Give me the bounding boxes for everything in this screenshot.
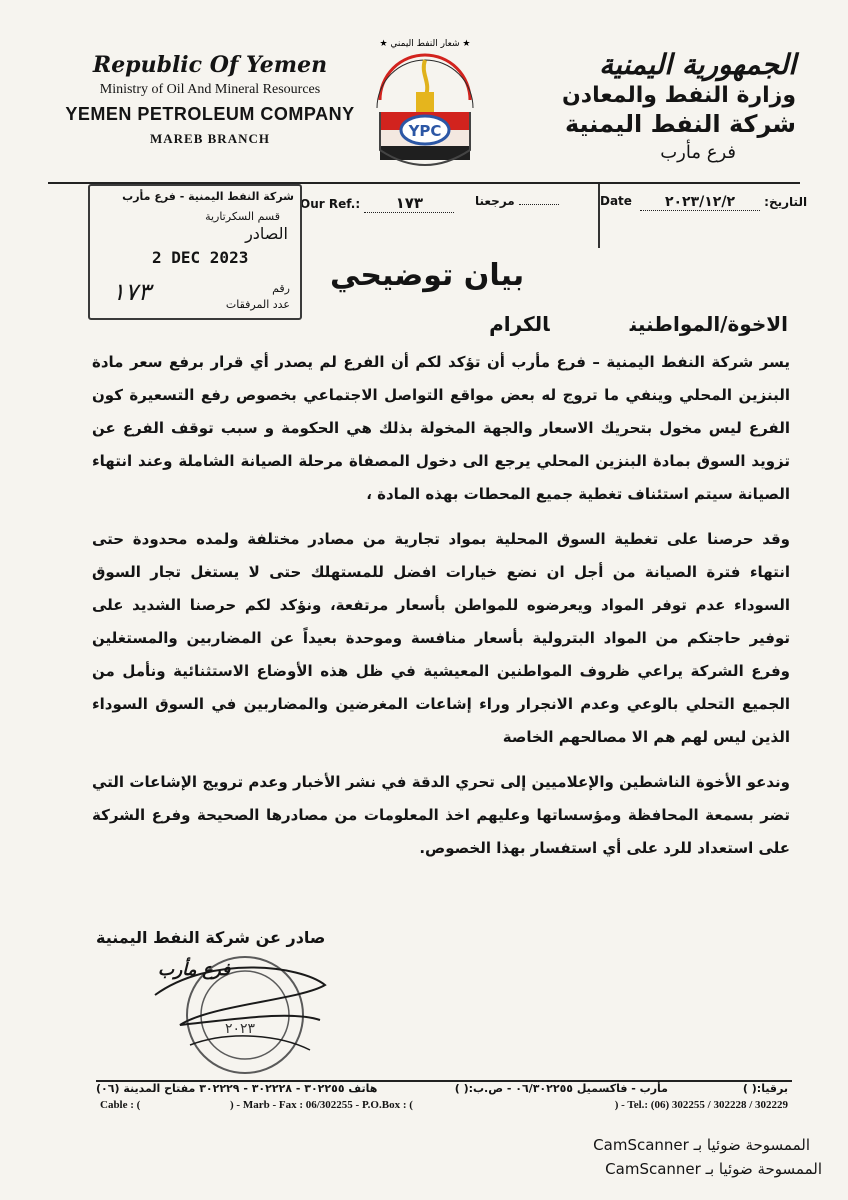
- country-name-ar: الجمهورية اليمنية: [599, 48, 796, 81]
- stamp-company: شركة النفط اليمنية - فرع مأرب: [122, 190, 294, 203]
- our-ref-label: Our Ref.: ١٧٣: [300, 194, 454, 213]
- stamp-department: قسم السكرتارية: [205, 210, 280, 223]
- ministry-name-ar: وزارة النفط والمعادن: [562, 83, 796, 108]
- issuer-branch: فرع مأرب: [158, 960, 231, 980]
- reference-label: مرجعنا: [475, 194, 559, 208]
- stamp-date: 2 DEC 2023: [152, 248, 249, 267]
- svg-text:٢٠٢٣: ٢٠٢٣: [225, 1021, 256, 1037]
- footer-phone-ar: هاتف ٣٠٢٢٥٥ - ٣٠٢٢٢٨ - ٣٠٢٢٢٩ مفتاح المدينة (٠٦): [96, 1082, 378, 1095]
- company-name-en: YEMEN PETROLEUM COMPANY: [65, 104, 355, 124]
- date-en-label: Date: [600, 194, 632, 208]
- addressee-honorific: الكرام: [489, 312, 550, 336]
- branch-name-en: MAREB BRANCH: [150, 131, 270, 146]
- stamp-attachments-label: عدد المرفقات: [225, 298, 290, 311]
- paragraph-1: يسر شركة النفط اليمنية – فرع مأرب أن تؤكد لكم أن الفرع لم يصدر أي قرار برفع سعر مادة البنزين المحلي وينفي ما تروج له بعض مواقع التواصل الاجتماعي بخصوص رفع التسعيرة كون الفرع ليس مخول بتحريك الاسعار والجهة المخولة بذلك هي الحكومة و سبب توقف الفرع عن تزويد السوق بمادة البنزين المحلي يرجع الى دخول المصفاة مرحلة الصيانة الشاملة وعند انتهاء الصيانة سيتم استئناف تغطية جميع المحطات بهذه المادة ،: [92, 353, 790, 503]
- scanner-watermark: الممسوحة ضوئيا بـ CamScanner: [593, 1136, 810, 1154]
- arabic-letterhead: [506, 48, 796, 163]
- footer-fax-ar: مأرب - فاكسميل ٠٦/٣٠٢٢٥٥ - ص.ب:( ): [454, 1082, 668, 1095]
- ministry-name-en: Ministry of Oil And Mineral Resources: [99, 82, 321, 97]
- footer-cable-ar: برقيا:( ): [742, 1082, 788, 1095]
- ypc-logo-icon: [350, 30, 500, 180]
- addressee: [489, 312, 788, 336]
- footer-cable-en: Cable : (: [100, 1099, 141, 1111]
- issuer-line: صادر عن شركة النفط اليمنية: [96, 928, 326, 947]
- paragraph-3: وندعو الأخوة الناشطين والإعلاميين إلى تحري الدقة في نشر الأخبار وعدم ترويج الإشاعات التي تضر بسمعة المحافظة ومؤسساتها وعليهم اخذ المعلومات من مصادرها الصحيحة وفرع الشركة على استعداد للرد على أي استفسار بهذا الخصوص.: [92, 773, 790, 857]
- stamp-outgoing: الصادر: [245, 224, 288, 243]
- date-value: ٢٠٢٣/١٢/٢: [640, 194, 760, 211]
- stamp-number-value: ١٧٣: [112, 278, 151, 306]
- branch-name-ar: فرع مأرب: [660, 142, 736, 163]
- signature-stamp-icon: [150, 925, 330, 1075]
- document-title: بيان توضيحي: [330, 258, 525, 293]
- stamp-number-label: رقم: [272, 282, 290, 295]
- english-letterhead: [60, 52, 360, 147]
- footer-phone-en: ) - Tel.: (06) 302255 / 302228 / 302229: [614, 1099, 788, 1111]
- date-field: التاريخ: ٢٠٢٣/١٢/٢: [640, 194, 807, 211]
- paragraph-2: وقد حرصنا على تغطية السوق المحلية بمواد تجارية من مصادر مختلفة ولمده محدودة حتى انتهاء فترة الصيانة من أجل ان نضع خيارات افضل للمستهلك حتى لا يستغل تجار السوق السوداء عدم توفر المواد ويعرضوه للمواطن بأسعار مرتفعة، ونؤكد لكم حرصنا الشديد على توفير حاجتكم من المواد البترولية بأسعار منافسة وموحدة بعيداً عن المضاربين والمستغلين وفرع الشركة يراعي ظروف المواطنين المعيشية في ظل هذه الأوضاع الاستثنائية ونأمل من الجميع التحلي بالوعي وعدم الانجرار وراء إشاعات المغرضين والمضاربين في السوق السوداء الذين ليس لهم هم الا مصالحهم الخاصة: [92, 530, 790, 746]
- reference-line: [300, 188, 808, 218]
- our-ref-value: ١٧٣: [364, 194, 454, 213]
- addressee-name: الاخوة/المواطنين: [629, 312, 788, 336]
- svg-text:★ شعار النفط اليمني ★: ★ شعار النفط اليمني ★: [379, 39, 471, 49]
- logo-text: YPC: [408, 122, 442, 140]
- reference-divider: [598, 184, 600, 248]
- country-name-en: Republic Of Yemen: [92, 52, 328, 78]
- company-name-ar: شركة النفط اليمنية: [564, 110, 796, 138]
- outgoing-stamp: [88, 184, 302, 320]
- scanner-watermark-2: الممسوحة ضوئيا بـ CamScanner: [605, 1160, 822, 1178]
- footer-fax-en: ) - Marb - Fax : 06/302255 - P.O.Box : (: [230, 1099, 413, 1111]
- letter-body: [92, 346, 790, 877]
